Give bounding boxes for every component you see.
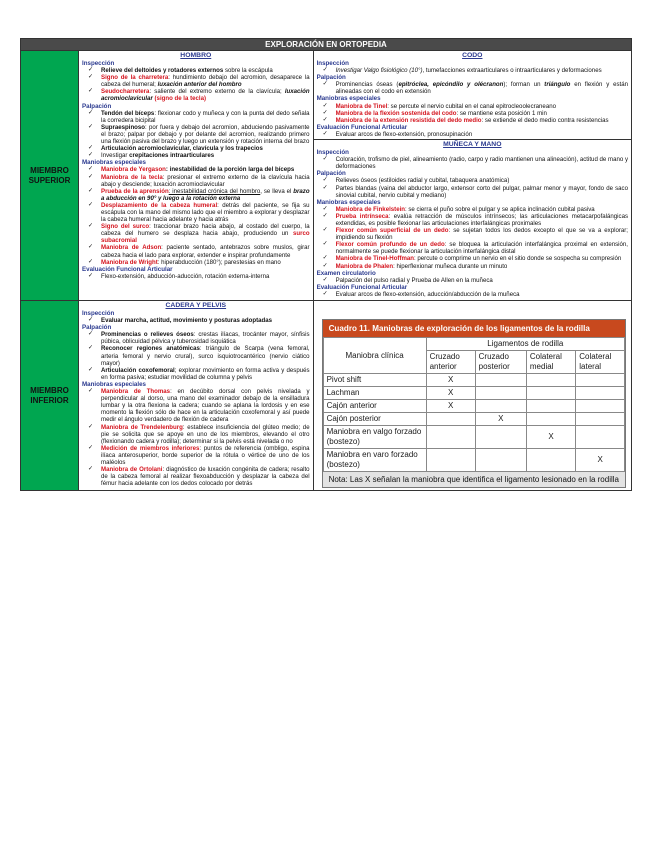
list-item: ✓ Prueba intrínseca: evalúa retracción de músculos intrínsecos; las articulaciones metacarpofalángicas extendidas, es posible flexionar las articulaciones interfalángicas proximales bbox=[317, 213, 628, 227]
mark-cell bbox=[475, 426, 526, 449]
list-item: ✓ Maniobra de Tinel: se percute el nervio cubital en el canal epitrocleoolecraneano bbox=[317, 103, 628, 110]
section-rodilla-cuadro bbox=[314, 301, 631, 490]
codo-eval-heading: Evaluación Funcional Articular bbox=[316, 123, 408, 131]
hombro-eval-heading: Evaluación Funcional Articular bbox=[82, 265, 173, 273]
mark-cell: X bbox=[426, 400, 475, 413]
list-item: ✓ Maniobra de Phalen: hiperflexionar muñeca durante un minuto bbox=[317, 263, 628, 270]
mark-cell bbox=[475, 449, 526, 472]
list-item: ✓ Evaluar arcos de flexo-extensión, aducción/abducción de la muñeca bbox=[317, 291, 628, 298]
mano-palpacion-heading: Palpación bbox=[316, 170, 346, 178]
mano-exam-list bbox=[317, 277, 628, 284]
row-name: Maniobra en valgo forzado (bostezo) bbox=[323, 426, 426, 449]
codo-palpacion-list bbox=[317, 81, 628, 95]
hombro-maniobras-heading: Maniobras especiales bbox=[82, 159, 146, 167]
divider bbox=[314, 139, 631, 140]
card-title: Cuadro 11. Maniobras de exploración de los ligamentos de la rodilla bbox=[323, 320, 625, 337]
list-item: ✓ Articulación coxofemoral; explorar movimiento en forma activa y después en forma pasiva; estudiar movilidad de columna y pelvis bbox=[82, 367, 310, 381]
side-label-upper bbox=[21, 51, 79, 300]
list-item: ✓ Signo del surco: traccionar brazo hacia abajo, al costado del cuerpo, la cabeza del humero se desplaza hacia abajo, produciendo un surco subacromial bbox=[82, 223, 310, 244]
codo-eval-list bbox=[317, 131, 628, 138]
mano-maniobras-heading: Maniobras especiales bbox=[316, 198, 381, 206]
codo-title: CODO bbox=[462, 52, 483, 59]
list-item: ✓ Tendón del bíceps: flexionar codo y muñeca y con la punta del dedo señala la corredera bicipital bbox=[82, 110, 310, 124]
list-item: ✓ Seudocharretera: saliente del extremo externo de la clavícula; luxación acromioclavicular (signo de la tecla) bbox=[82, 88, 310, 102]
list-item: ✓ Prueba de la aprensión: inestabilidad crónica del hombro, se lleva el brazo a abducción en 90° y luego a la rotación externa bbox=[82, 188, 310, 202]
section-hombro bbox=[79, 51, 314, 300]
col-ligamentos: Ligamentos de rodilla bbox=[426, 338, 624, 351]
side-label-lower bbox=[21, 301, 79, 490]
table-header-row bbox=[323, 338, 624, 351]
mano-exam-heading: Examen circulatorio bbox=[316, 269, 376, 277]
mark-cell bbox=[426, 426, 475, 449]
mark-cell: X bbox=[475, 413, 526, 426]
row-upper-limb bbox=[21, 50, 631, 300]
hombro-inspeccion-list bbox=[82, 67, 310, 102]
list-item: ✓ Supraespinoso: por fuera y debajo del acromion, abduciendo pasivamente el brazo; palpar por debajo y por delante del acromion, realizando primero una flexión pasiva del brazo y luego un extensión y rotación interna del brazo bbox=[82, 124, 310, 145]
hombro-eval-list bbox=[82, 273, 310, 280]
cadera-title: CADERA Y PELVIS bbox=[165, 302, 227, 309]
mark-cell bbox=[576, 387, 625, 400]
mark-cell bbox=[426, 449, 475, 472]
table-row bbox=[323, 374, 624, 387]
mark-cell: X bbox=[526, 426, 575, 449]
hombro-maniobras-list bbox=[82, 166, 310, 265]
list-item: ✓ Maniobra de la tecla: presionar el extremo externo de la clavícula hacia abajo y desciende; luxación acromioclavicular bbox=[82, 174, 310, 188]
hombro-inspeccion-heading: Inspección bbox=[82, 60, 115, 67]
codo-maniobras-list bbox=[317, 103, 628, 124]
list-item: ✓ Maniobra de la extensión resistida del dedo medio: se extiende el dedo medio contra resistencias bbox=[317, 117, 628, 124]
list-item: ✓ Maniobra de Tinel-Hoffman: percute o comprime un nervio en el sitio donde se sospecha su compresión bbox=[317, 255, 628, 262]
cadera-palpacion-heading: Palpación bbox=[82, 324, 112, 332]
list-item: ✓ Maniobra de Thomas: en decúbito dorsal con pelvis nivelada y perpendicular al dorso, una mano del examinador debajo de la ensilladura lumbar y la otra flexiona la cadera; cuando se aplana la lordosis y en ese momento la flexión sólo de hace en la articulación coxofemoral y así puede medir el ángulo verdadero de flexión de cadera bbox=[82, 388, 310, 423]
list-item: ✓ Investigar crepitaciones intraarticulares bbox=[82, 152, 310, 159]
knee-ligaments-table bbox=[323, 337, 625, 472]
list-item: ✓ Maniobra de Trendelenburg: establece insuficiencia del glúteo medio; de pie se solicita que se apoye en uno de los miembros, elevando el otro (flexionando cadera y rodilla); determinar si la pelvis está nivelada o no bbox=[82, 424, 310, 445]
list-item: ✓ Flexo-extensión, abducción-aducción, rotación externa-interna bbox=[82, 273, 310, 280]
mark-cell bbox=[475, 374, 526, 387]
mark-cell bbox=[526, 413, 575, 426]
hombro-palpacion-heading: Palpación bbox=[82, 102, 112, 110]
knee-ligaments-card bbox=[322, 319, 626, 488]
col-maniobra: Maniobra clínica bbox=[323, 338, 426, 374]
mark-cell bbox=[576, 400, 625, 413]
col-cruzado-anterior: Cruzado anterior bbox=[426, 351, 475, 374]
list-item: ✓ Maniobra de Wright: hiperabducción (180°); parestesias en mano bbox=[82, 259, 310, 266]
list-item: ✓ Flexor común profundo de un dedo: se bloquea la articulación interfalángica proximal en extensión, normalmente se puede flexionar la articulación interfalángica distal bbox=[317, 241, 628, 255]
table-row bbox=[323, 413, 624, 426]
codo-inspeccion-heading: Inspección bbox=[316, 60, 349, 67]
table-row bbox=[323, 426, 624, 449]
side-label-lower-a: MIEMBRO bbox=[30, 385, 69, 395]
hombro-palpacion-list bbox=[82, 110, 310, 160]
mark-cell bbox=[475, 387, 526, 400]
list-item: ✓ Articulación acromioclavicular, clavícula y los trapecios bbox=[82, 145, 310, 152]
table-row bbox=[323, 449, 624, 472]
side-label-upper-b: SUPERIOR bbox=[28, 175, 71, 185]
side-label-upper-a: MIEMBRO bbox=[30, 165, 69, 175]
mano-palpacion-list bbox=[317, 177, 628, 198]
list-item: ✓ Prominencias óseas (epitróclea, epicóndilo y olécranon); forman un triángulo en flexión y están alineadas con el codo en extensión bbox=[317, 81, 628, 95]
list-item: ✓ Maniobra de Ortolani: diagnóstico de luxación congénita de cadera; resalto de la cabeza femoral al realizar flexoabducción y desplazar la cabeza del fémur hacia adelante con los dedos colocado por detrás bbox=[82, 466, 310, 487]
list-item: ✓ Reconocer regiones anatómicas: triángulo de Scarpa (vena femoral, arteria femoral y nervio crural), surco isquiotrocantérico (nervio ciático mayor) bbox=[82, 345, 310, 366]
cadera-maniobras-heading: Maniobras especiales bbox=[82, 380, 146, 388]
mark-cell bbox=[526, 387, 575, 400]
col-colateral-lateral: Colateral lateral bbox=[576, 351, 625, 374]
row-name: Maniobra en varo forzado (bostezo) bbox=[323, 449, 426, 472]
mark-cell bbox=[526, 449, 575, 472]
list-item: ✓ Evaluar marcha, actitud, movimiento y posturas adoptadas bbox=[82, 317, 310, 324]
list-item: ✓ Prominencias o relieves óseos: crestas ilíacas, trocánter mayor, sínfisis púbica, oblicuidad pélvica y tuberosidad isquiática bbox=[82, 331, 310, 345]
col-cruzado-posterior: Cruzado posterior bbox=[475, 351, 526, 374]
hombro-title: HOMBRO bbox=[180, 52, 212, 59]
section-cadera bbox=[79, 301, 314, 490]
cadera-inspeccion-list bbox=[82, 317, 310, 324]
codo-inspeccion-list bbox=[317, 67, 628, 74]
mark-cell bbox=[576, 413, 625, 426]
mark-cell bbox=[576, 426, 625, 449]
list-item: ✓ Relieve del deltoides y rotadores externos sobre la escápula bbox=[82, 67, 310, 74]
mark-cell: X bbox=[576, 449, 625, 472]
mano-eval-list bbox=[317, 291, 628, 298]
table-row bbox=[323, 387, 624, 400]
side-label-lower-b: INFERIOR bbox=[30, 395, 69, 405]
list-item: ✓ Medición de miembros inferiores: puntos de referencia (ombligo, espina ilíaca anterosuperior, borde superior de la rótula o vértice de uno de los maléolos bbox=[82, 445, 310, 466]
row-name: Cajón anterior bbox=[323, 400, 426, 413]
row-name: Lachman bbox=[323, 387, 426, 400]
mano-title: MUÑECA Y MANO bbox=[443, 141, 502, 149]
section-codo-mano bbox=[314, 51, 631, 300]
cadera-inspeccion-heading: Inspección bbox=[82, 310, 115, 317]
cadera-maniobras-list bbox=[82, 388, 310, 487]
mano-eval-heading: Evaluación Funcional Articular bbox=[316, 283, 408, 291]
mark-cell bbox=[526, 374, 575, 387]
list-item: ✓ Maniobra de Yergason: inestabilidad de la porción larga del bíceps bbox=[82, 166, 310, 173]
row-name: Pivot shift bbox=[323, 374, 426, 387]
list-item: ✓ Partes blandas (vaina del abductor largo, extensor corto del pulgar, palmar menor y mayor, fondo de saco sinovial cubital, nervio cubital y mediano) bbox=[317, 185, 628, 199]
sheet-title: EXPLORACIÓN EN ORTOPEDIA bbox=[21, 39, 631, 50]
codo-palpacion-heading: Palpación bbox=[316, 74, 346, 82]
card-note: Nota: Las X señalan la maniobra que identifica el ligamento lesionado en la rodilla bbox=[323, 472, 625, 487]
mark-cell: X bbox=[426, 374, 475, 387]
exploration-sheet bbox=[20, 38, 632, 491]
list-item: ✓ Maniobra de la flexión sostenida del codo: se mantiene esta posición 1 min bbox=[317, 110, 628, 117]
list-item: ✓ Maniobra de Finkelstein: se cierra el puño sobre el pulgar y se aplica inclinación cubital pasiva bbox=[317, 206, 628, 213]
list-item: ✓ Maniobra de Adson: paciente sentado, antebrazos sobre muslos, girar cabeza hacia el lado para explorar, extender e inspirar profundamente bbox=[82, 244, 310, 258]
list-item: ✓ Desplazamiento de la cabeza humeral: detrás del paciente, se fija su escápula con la mano del mismo lado que el miembro a explorar y desplazar la cabeza humeral hacia adelante y hacia atrás bbox=[82, 202, 310, 223]
list-item: ✓ Relieves óseos (estiloides radial y cubital, tabaquera anatómica) bbox=[317, 177, 628, 184]
mark-cell bbox=[576, 374, 625, 387]
col-colateral-medial: Colateral medial bbox=[526, 351, 575, 374]
table-row bbox=[323, 400, 624, 413]
list-item: ✓ Signo de la charretera: hundimiento debajo del acromion, desaparece la cabeza del humeral; luxación anterior del hombro bbox=[82, 74, 310, 88]
mark-cell bbox=[426, 413, 475, 426]
list-item: ✓ Palpación del pulso radial y Prueba de Allen en la muñeca bbox=[317, 277, 628, 284]
codo-maniobras-heading: Maniobras especiales bbox=[316, 95, 381, 103]
mark-cell: X bbox=[426, 387, 475, 400]
list-item: ✓ Evaluar arcos de flexo-extensión, pronosupinación bbox=[317, 131, 628, 138]
mano-inspeccion-heading: Inspección bbox=[316, 149, 349, 157]
mano-maniobras-list bbox=[317, 206, 628, 270]
mark-cell bbox=[475, 400, 526, 413]
list-item: ✓ Flexor común superficial de un dedo: se sujetan todos los dedos excepto el que se va a explorar; impidiendo su flexión bbox=[317, 227, 628, 241]
mano-inspeccion-list bbox=[317, 156, 628, 170]
row-name: Cajón posterior bbox=[323, 413, 426, 426]
list-item: ✓ Coloración, trofismo de piel, alineamiento (radio, carpo y radio mantienen una alineación), actitud de mano y deformaciones bbox=[317, 156, 628, 170]
cadera-palpacion-list bbox=[82, 331, 310, 381]
mark-cell bbox=[526, 400, 575, 413]
list-item: ✓ Investigar Valgo fisiológico (10°), tumefacciones extraarticulares o intraarticulares y deformaciones bbox=[317, 67, 628, 74]
row-lower-limb bbox=[21, 300, 631, 490]
